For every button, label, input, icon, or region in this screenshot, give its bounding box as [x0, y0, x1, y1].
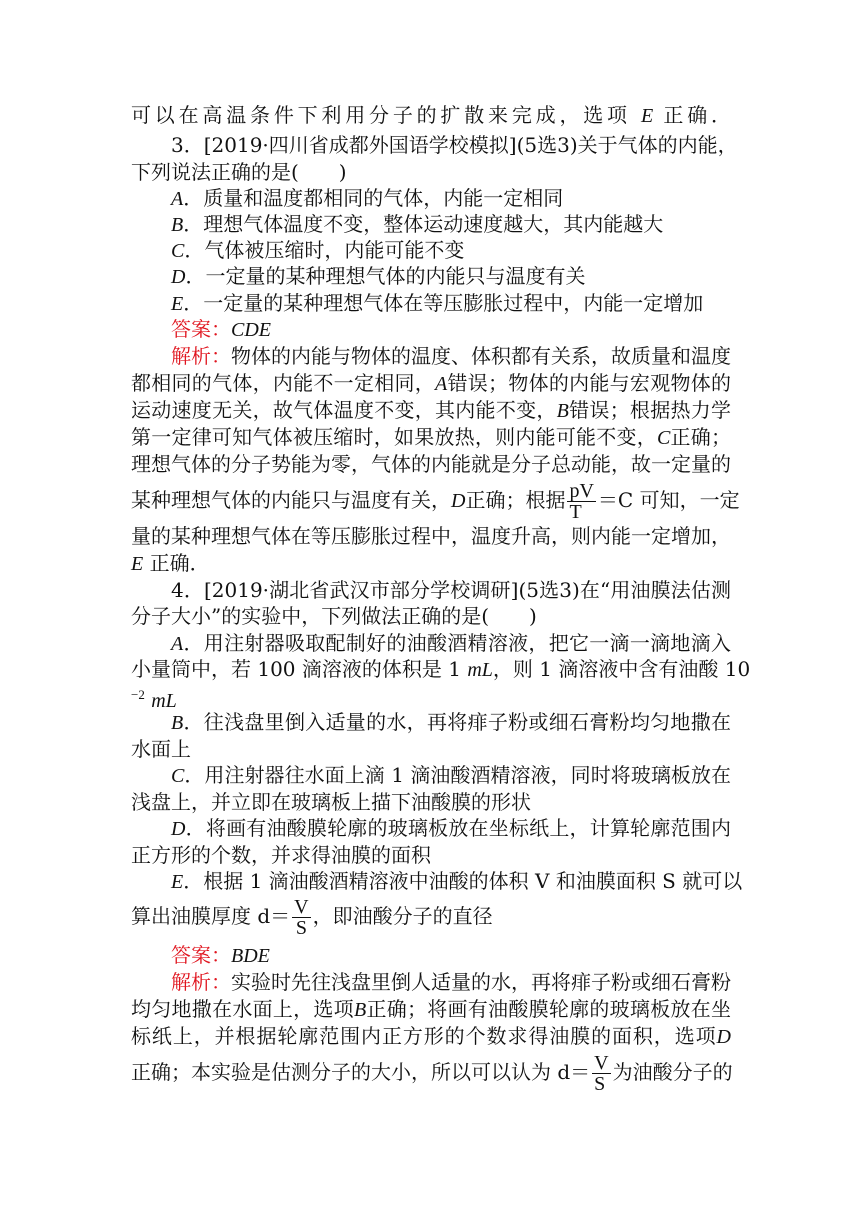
- question-4-option-a-cont: $^{-2}$ mL: [131, 687, 177, 712]
- question-4-option-c-cont: 浅盘上，并立即在玻璃板上描下油酸膜的形状: [131, 790, 531, 814]
- analysis-line-with-fraction: 某种理想气体的内能只与温度有关，D正确；根据 $\frac{pV}{T}$ ＝C 可知，一定: [131, 480, 740, 523]
- analysis-line: E 正确．: [131, 551, 210, 575]
- analysis-line: 都相同的气体，内能不一定相同，A错误；物体的内能与宏观物体的: [131, 371, 732, 395]
- question-3-answer: 答案：CDE: [171, 317, 271, 341]
- question-4-heading-cont: 分子大小”的实验中，下列做法正确的是( ): [131, 604, 537, 628]
- question-4-option-d: D．将画有油酸膜轮廓的玻璃板放在坐标纸上，计算轮廓范围内: [171, 816, 731, 840]
- question-3-option-e: E．一定量的某种理想气体在等压膨胀过程中，内能一定增加: [171, 291, 704, 315]
- analysis-line: 第一定律可知气体被压缩时，如果放热，则内能可能不变，C正确；: [131, 425, 732, 449]
- question-3-option-a: A．质量和温度都相同的气体，内能一定相同: [171, 186, 564, 210]
- question-4-option-d-cont: 正方形的个数，并求得油膜的面积: [131, 843, 431, 867]
- question-3-heading-cont: 下列说法正确的是( ): [131, 160, 347, 184]
- question-3-analysis: 解析：物体的内能与物体的温度、体积都有关系，故质量和温度: [171, 344, 731, 368]
- question-4-option-e-cont: 算出油膜厚度 d＝ $\frac{V}{S}$ ，即油酸分子的直径: [131, 896, 493, 939]
- analysis-line: 均匀地撒在水面上，选项B正确；将画有油酸膜轮廓的玻璃板放在坐: [131, 997, 732, 1021]
- analysis-line: 运动速度无关，故气体温度不变，其内能不变，B错误；根据热力学: [131, 398, 732, 422]
- analysis-line: 标纸上，并根据轮廓范围内正方形的个数求得油膜的面积，选项D: [131, 1024, 731, 1048]
- analysis-line-with-fraction: 正确；本实验是估测分子的大小，所以可以认为 d＝ $\frac{V}{S}$ 为油酸分子的: [131, 1052, 733, 1095]
- question-4-option-e: E．根据 1 滴油酸酒精溶液中油酸的体积 V 和油膜面积 S 就可以: [171, 869, 743, 893]
- question-4-option-a: A．用注射器吸取配制好的油酸酒精溶液，把它一滴一滴地滴入: [171, 631, 731, 655]
- question-3-option-c: C．气体被压缩时，内能可能不变: [171, 238, 465, 262]
- question-4-option-c: C．用注射器往水面上滴 1 滴油酸酒精溶液，同时将玻璃板放在: [171, 763, 731, 787]
- question-4-option-b-cont: 水面上: [131, 737, 191, 761]
- fraction-v-over-s: $\frac{V}{S}$: [594, 1052, 609, 1095]
- question-4-answer: 答案：BDE: [171, 943, 270, 967]
- fraction-pv-over-t: $\frac{pV}{T}$: [569, 480, 594, 523]
- analysis-line: 理想气体的分子势能为零，气体的内能就是分子总动能，故一定量的: [131, 452, 731, 476]
- analysis-line: 量的某种理想气体在等压膨胀过程中，温度升高，则内能一定增加，: [131, 524, 731, 548]
- question-3-option-b: B．理想气体温度不变，整体运动速度越大，其内能越大: [171, 212, 664, 236]
- question-3-heading: 3．[2019·四川省成都外国语学校模拟](5选3)关于气体的内能，: [171, 133, 738, 157]
- question-4-heading: 4．[2019·湖北省武汉市部分学校调研](5选3)在“用油膜法估测: [171, 578, 731, 602]
- question-4-analysis: 解析：实验时先往浅盘里倒人适量的水，再将痱子粉或细石膏粉: [171, 970, 731, 994]
- question-4-option-b: B．往浅盘里倒入适量的水，再将痱子粉或细石膏粉均匀地撒在: [171, 710, 731, 734]
- text-line: 可以在高温条件下利用分子的扩散来完成，选项 E 正确．: [131, 103, 732, 127]
- question-4-option-a-cont: 小量筒中，若 100 滴溶液的体积是 1 mL，则 1 滴溶液中含有油酸 10: [131, 657, 751, 681]
- fraction-v-over-s: $\frac{V}{S}$: [294, 896, 309, 939]
- question-3-option-d: D．一定量的某种理想气体的内能只与温度有关: [171, 264, 586, 288]
